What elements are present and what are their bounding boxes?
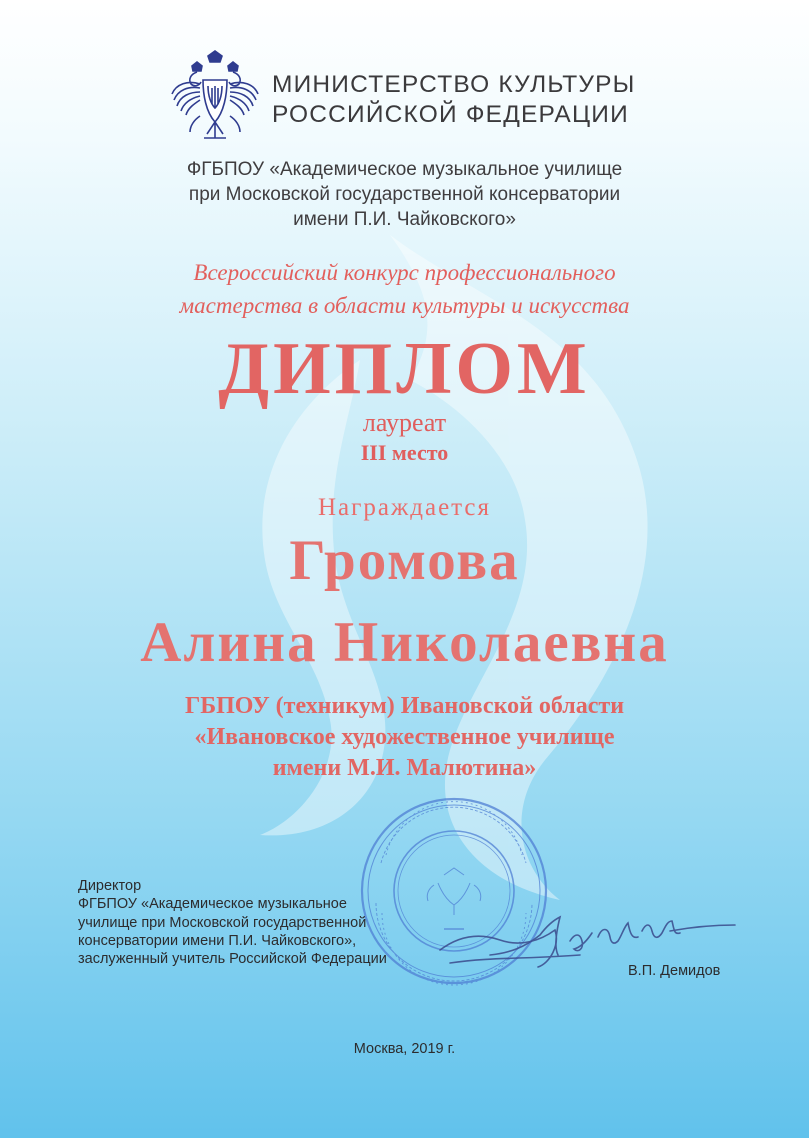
contest-line-2: мастерства в области культуры и искусства (179, 293, 630, 318)
awarded-label: Награждается (317, 494, 491, 521)
double-headed-eagle-emblem-icon (170, 50, 260, 148)
director-line-1: Директор (78, 878, 142, 894)
director-line-2: ФГБПОУ «Академическое музыкальное (78, 896, 347, 913)
signer-name: В.П. Демидов (628, 963, 721, 979)
ministry-name (272, 70, 636, 130)
contest-line-1: Всероссийский конкурс профессионального (193, 260, 616, 285)
director-title (78, 877, 387, 968)
school-line-1: ГБПОУ (техникум) Ивановской области (184, 693, 625, 719)
director-line-5: заслуженный учитель Российской Федерации (78, 951, 387, 968)
laureate-label: лауреат (362, 408, 447, 437)
recipient-school (0, 691, 809, 784)
director-line-4: консерватории имени П.И. Чайковского», (78, 932, 357, 949)
diploma-title: ДИПЛОМ (218, 328, 591, 410)
contest-title (0, 256, 809, 322)
place-label: III место (360, 440, 449, 465)
director-line-3: училище при Московской государственной (78, 914, 367, 931)
organization-name (0, 157, 809, 232)
organization-line-1: ФГБПОУ «Академическое музыкальное училище (186, 159, 623, 180)
ministry-line-2: РОССИЙСКОЙ ФЕДЕРАЦИИ (272, 101, 629, 128)
ministry-line-1: МИНИСТЕРСТВО КУЛЬТУРЫ (272, 71, 636, 98)
organization-line-2: при Московской государственной консерватории (188, 184, 621, 205)
school-line-2: «Ивановское художественное училище (194, 724, 615, 750)
school-line-3: имени М.И. Малютина» (272, 755, 537, 781)
recipient-surname: Громова (289, 529, 520, 592)
recipient-given-names: Алина Николаевна (140, 611, 669, 674)
organization-line-3: имени П.И. Чайковского» (293, 209, 516, 230)
city-year: Москва, 2019 г. (353, 1041, 456, 1057)
